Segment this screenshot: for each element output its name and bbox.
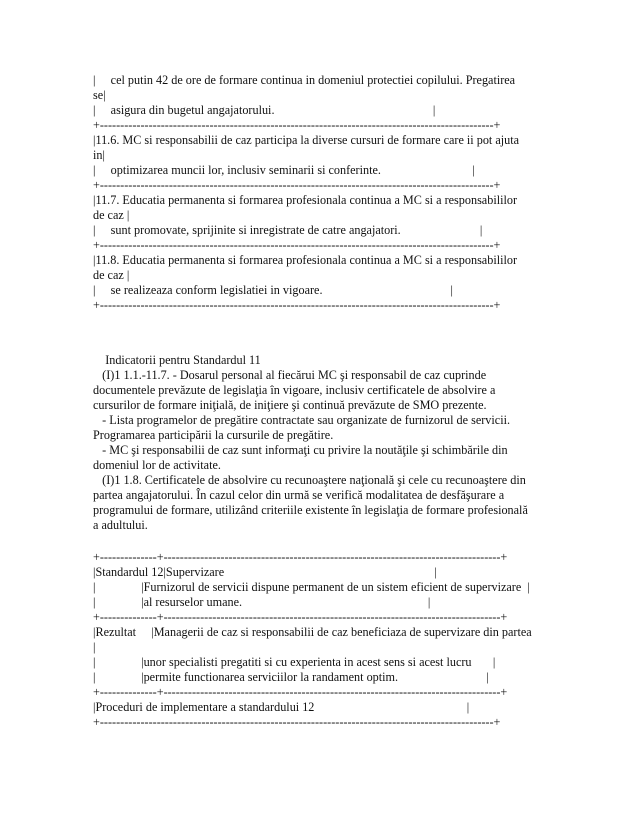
table-line: |11.8. Educatia permanenta si formarea profesionala continua a MC si a responsabililor — [93, 253, 518, 267]
table-border: +-------------------------------------------------------------------------------------------------+ — [93, 298, 501, 312]
paragraph-line: Programarea participării la cursurile de pregătire. — [93, 428, 334, 442]
paragraph-line: cursurilor de formare iniţială, de iniţiere şi continuă prevăzute de SMO prezente. — [93, 398, 487, 412]
table-line: | sunt promovate, sprijinite si inregistrate de catre angajatori. | — [93, 223, 483, 237]
table-border: +-------------------------------------------------------------------------------------------------+ — [93, 238, 501, 252]
table-line: | |permite functionarea serviciilor la randament optim. | — [93, 670, 489, 684]
paragraph-line: documentele prevăzute de legislaţia în vigoare, inclusiv certificatele de absolvire a — [93, 383, 496, 397]
paragraph-line: (I)1 1.8. Certificatele de absolvire cu recunoaştere naţională şi cele cu recunoaştere din — [93, 473, 526, 487]
table-border: +--------------+-----------------------------------------------------------------------------------+ — [93, 550, 508, 564]
table-border: +-------------------------------------------------------------------------------------------------+ — [93, 118, 501, 132]
table-border: +-------------------------------------------------------------------------------------------------+ — [93, 178, 501, 192]
table-line: | se realizeaza conform legislatiei in vigoare. | — [93, 283, 453, 297]
table-line: |11.6. MC si responsabilii de caz participa la diverse cursuri de formare care ii pot ajuta — [93, 133, 520, 147]
table-line: | asigura din bugetul angajatorului. | — [93, 103, 436, 117]
table-line: | optimizarea muncii lor, inclusiv seminarii si conferinte. | — [93, 163, 475, 177]
table-border: +--------------+-----------------------------------------------------------------------------------+ — [93, 610, 508, 624]
paragraph-line: a adultului. — [93, 518, 148, 532]
table-line: de caz | — [93, 268, 130, 282]
table-line: |Standardul 12|Supervizare | — [93, 565, 437, 579]
table-line: |Rezultat |Managerii de caz si responsabilii de caz beneficiaza de supervizare din partea — [93, 625, 532, 639]
table-line: | |unor specialisti pregatiti si cu experienta in acest sens si acest lucru | — [93, 655, 496, 669]
paragraph-line: programului de formare, utilizând criteriile existente în legislaţia de formare profesională — [93, 503, 528, 517]
paragraph-line: domeniul lor de activitate. — [93, 458, 221, 472]
table-line: in| — [93, 148, 105, 162]
table-line: | |al resurselor umane. | — [93, 595, 431, 609]
table-line: de caz | — [93, 208, 130, 222]
paragraph-line: partea angajatorului. În cazul celor din urmă se verifică modalitatea de desfăşurare a — [93, 488, 505, 502]
paragraph-line: - MC şi responsabilii de caz sunt informaţi cu privire la noutăţile şi schimbările din — [93, 443, 508, 457]
paragraph-line: (I)1 1.1.-11.7. - Dosarul personal al fiecărui MC şi responsabil de caz cuprinde — [93, 368, 487, 382]
table-line: |11.7. Educatia permanenta si formarea profesionala continua a MC si a responsabililor — [93, 193, 518, 207]
table-line: se| — [93, 88, 106, 102]
table-line: |Proceduri de implementare a standardului 12 | — [93, 700, 470, 714]
table-line: | |Furnizorul de servicii dispune permanent de un sistem eficient de supervizare | — [93, 580, 530, 594]
paragraph-line: - Lista programelor de pregătire contractate sau organizate de furnizorul de servicii. — [93, 413, 511, 427]
table-border: +-------------------------------------------------------------------------------------------------+ — [93, 715, 501, 729]
table-border: +--------------+-----------------------------------------------------------------------------------+ — [93, 685, 508, 699]
section-heading: Indicatorii pentru Standardul 11 — [93, 353, 261, 367]
table-line: | — [93, 640, 96, 654]
table-line: | cel putin 42 de ore de formare continua in domeniul protectiei copilului. Pregatirea — [93, 73, 516, 87]
